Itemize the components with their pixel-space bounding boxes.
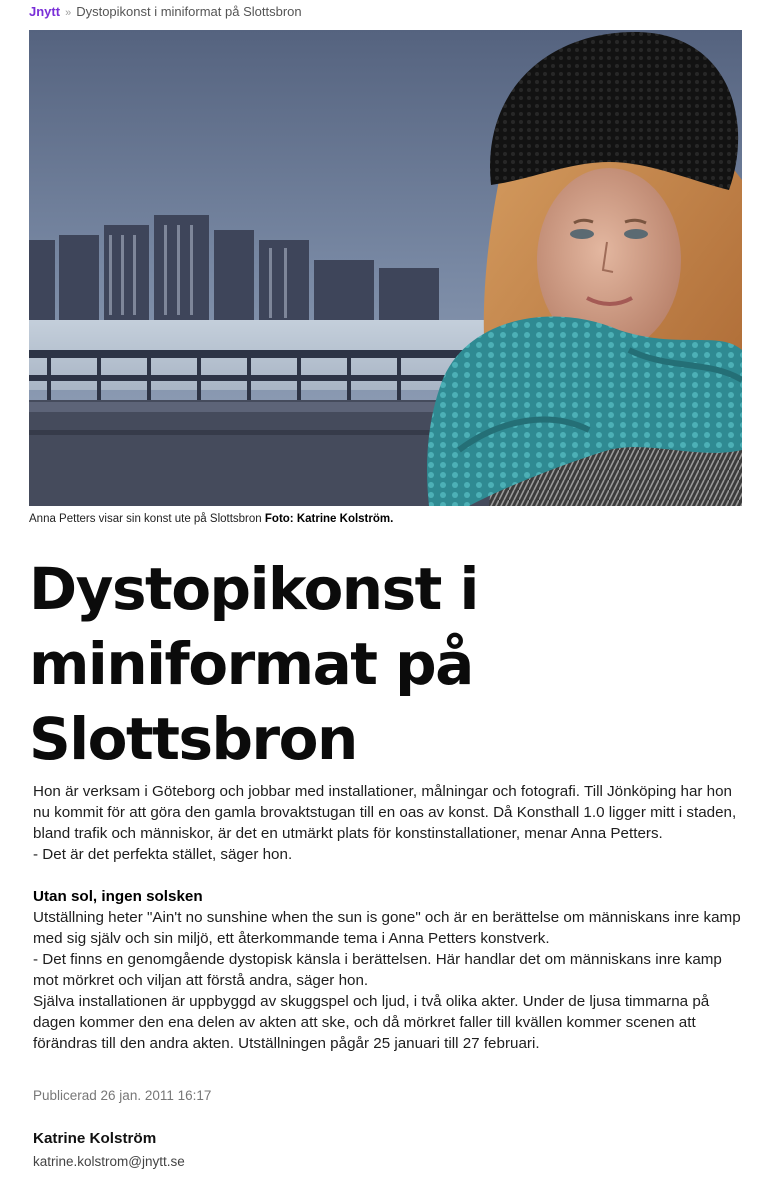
published-date: Publicerad 26 jan. 2011 16:17 [33,1088,212,1103]
article-paragraph-3: Utställning heter "Ain't no sunshine when the sun is gone" och är en berättelse om människans inre kamp med sig själv och sin miljö, ett återkommande tema i Anna Petters konstverk. [33,909,741,947]
article-photo [29,30,742,506]
article-paragraph-1: Hon är verksam i Göteborg och jobbar med installationer, målningar och fotografi. Till Jönköping har hon nu kommit för att göra den gamla brovaktstugan till en oas av konst. Då Konsthall 1.0 ligger mitt i staden, bland trafik och människor, är det en utmärkt plats för konstinstallationer, menar Anna Petters. [33,783,737,842]
article-headline: Dystopikonst i miniformat på Slottsbron [29,555,478,773]
photo-caption [29,512,393,526]
article-paragraph-2: - Det är det perfekta stället, säger hon. [33,846,293,863]
caption-text: Anna Petters visar sin konst ute på Slottsbron [29,513,262,525]
paragraph-spacer [33,865,748,886]
breadcrumb [29,4,302,21]
breadcrumb-current: Dystopikonst i miniformat på Slottsbron [76,4,302,19]
article-body [33,781,748,1054]
caption-credit: Foto: Katrine Kolström. [264,513,394,525]
breadcrumb-home-link[interactable]: Jnytt [29,4,61,19]
article-subheading: Utan sol, ingen solsken [33,888,203,905]
article-paragraph-5: Själva installationen är uppbyggd av skuggspel och ljud, i två olika akter. Under de ljusa timmarna på dagen kommer den ena delen av akten att ske, och då mörkret faller till kvällen kommer scenen att förändras till den andra akten. Utställningen pågår 25 januari till 27 februari. [33,993,710,1052]
author-email-link[interactable]: katrine.kolstrom@jnytt.se [33,1154,185,1169]
breadcrumb-separator: » [65,7,72,19]
article-paragraph-4: - Det finns en genomgående dystopisk känsla i berättelsen. Här handlar det om människans inre kamp mot mörkret och viljan att förstå andra, säger hon. [33,951,722,989]
author-name: Katrine Kolström [33,1130,157,1147]
